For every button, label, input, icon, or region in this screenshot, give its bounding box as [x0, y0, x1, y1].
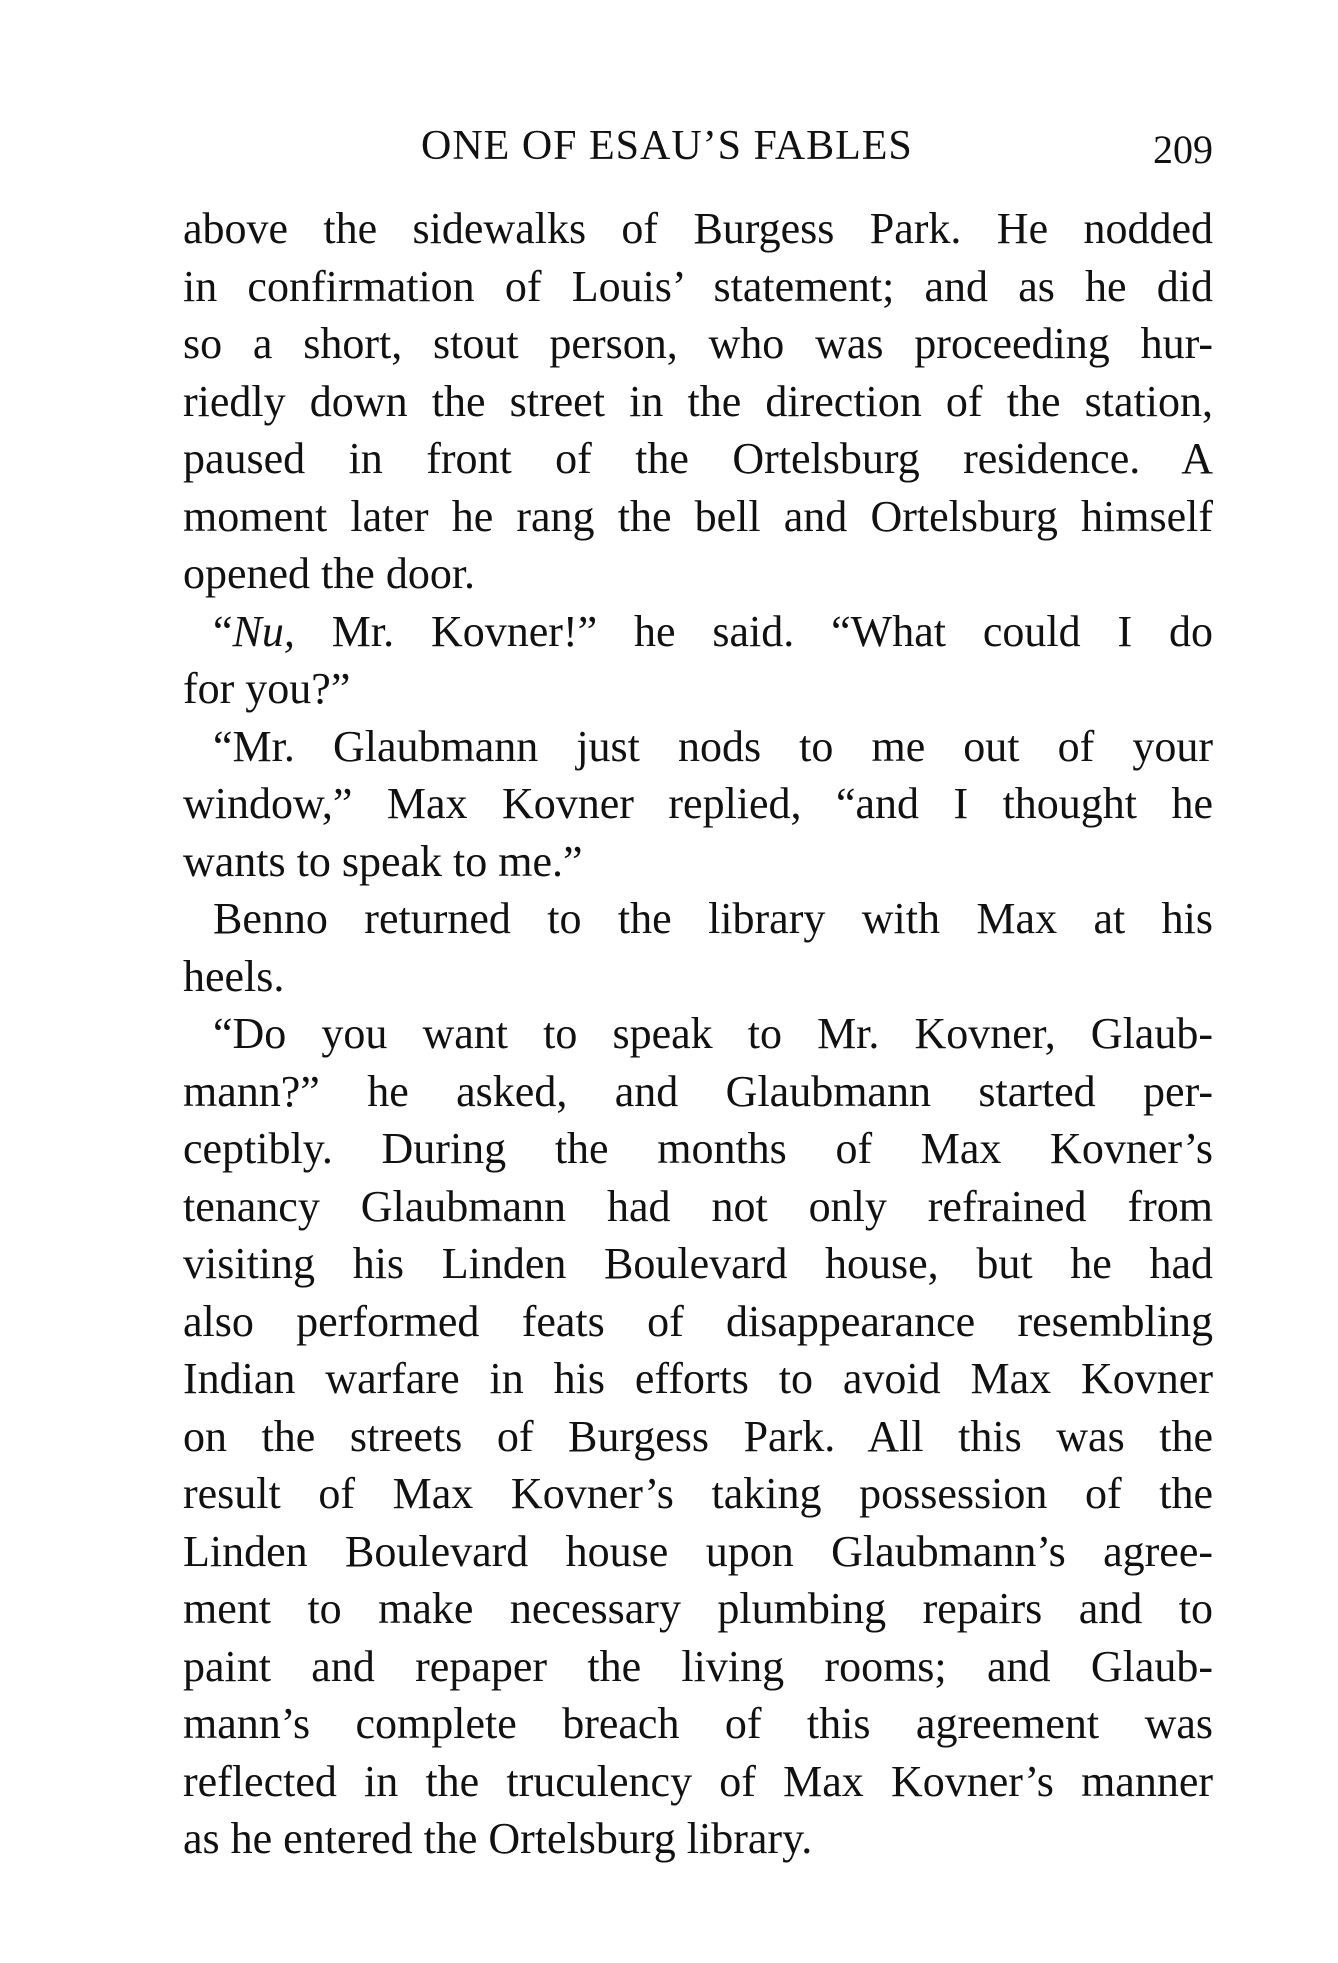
text-line: Benno returned to the library with Max at his: [213, 894, 1213, 943]
text-line: on the streets of Burgess Park. All this was the: [183, 1411, 1213, 1461]
text-line: reflected in the truculency of Max Kovner’s manner: [183, 1756, 1213, 1806]
text-line: result of Max Kovner’s taking possession of the: [183, 1469, 1213, 1518]
text-line: opened the door.: [183, 549, 476, 598]
text-line: also performed feats of disappearance resembling: [183, 1296, 1213, 1346]
text-line: heels.: [183, 951, 285, 1001]
running-title: ONE OF ESAU’S FABLES: [421, 123, 913, 169]
page-number: 209: [1153, 127, 1213, 172]
text-line: riedly down the street in the direction of the station,: [183, 376, 1213, 426]
running-head: [183, 122, 1213, 182]
text-fragment: Mr. Kovner!” he said. “What could I do: [294, 606, 1213, 656]
body-text: [183, 200, 1213, 1868]
text-line: Linden Boulevard house upon Glaubmann’s agree-: [183, 1526, 1213, 1576]
text-line: above the sidewalks of Burgess Park. He nodded: [183, 204, 1213, 253]
text-line: as he entered the Ortelsburg library.: [183, 1814, 813, 1863]
text-line: window,” Max Kovner replied, “and I thought he: [183, 779, 1213, 828]
text-line: wants to speak to me.”: [183, 836, 583, 886]
text-line: Indian warfare in his efforts to avoid Max Kovner: [183, 1354, 1213, 1403]
text-line: ceptibly. During the months of Max Kovner’s: [183, 1124, 1213, 1173]
text-line: tenancy Glaubmann had not only refrained from: [183, 1181, 1213, 1231]
text-line: mann?” he asked, and Glaubmann started per-: [183, 1066, 1213, 1116]
text-line: ment to make necessary plumbing repairs and to: [183, 1584, 1213, 1633]
text-line: [183, 603, 1213, 661]
italic-text: Nu,: [232, 606, 295, 656]
text-line: “Do you want to speak to Mr. Kovner, Glaub-: [213, 1009, 1213, 1058]
text-line: visiting his Linden Boulevard house, but he had: [183, 1239, 1213, 1288]
text-line: so a short, stout person, who was proceeding hur-: [183, 319, 1213, 368]
text-line: in confirmation of Louis’ statement; and as he did: [183, 261, 1213, 311]
text-line: paused in front of the Ortelsburg residence. A: [183, 434, 1213, 483]
text-line: “Mr. Glaubmann just nods to me out of your: [213, 721, 1213, 771]
text-line: mann’s complete breach of this agreement was: [183, 1699, 1213, 1748]
text-line: paint and repaper the living rooms; and Glaub-: [183, 1641, 1213, 1691]
text-line: for you?”: [183, 664, 351, 713]
text-fragment: “: [213, 606, 233, 656]
text-line: moment later he rang the bell and Ortelsburg himself: [183, 491, 1213, 541]
